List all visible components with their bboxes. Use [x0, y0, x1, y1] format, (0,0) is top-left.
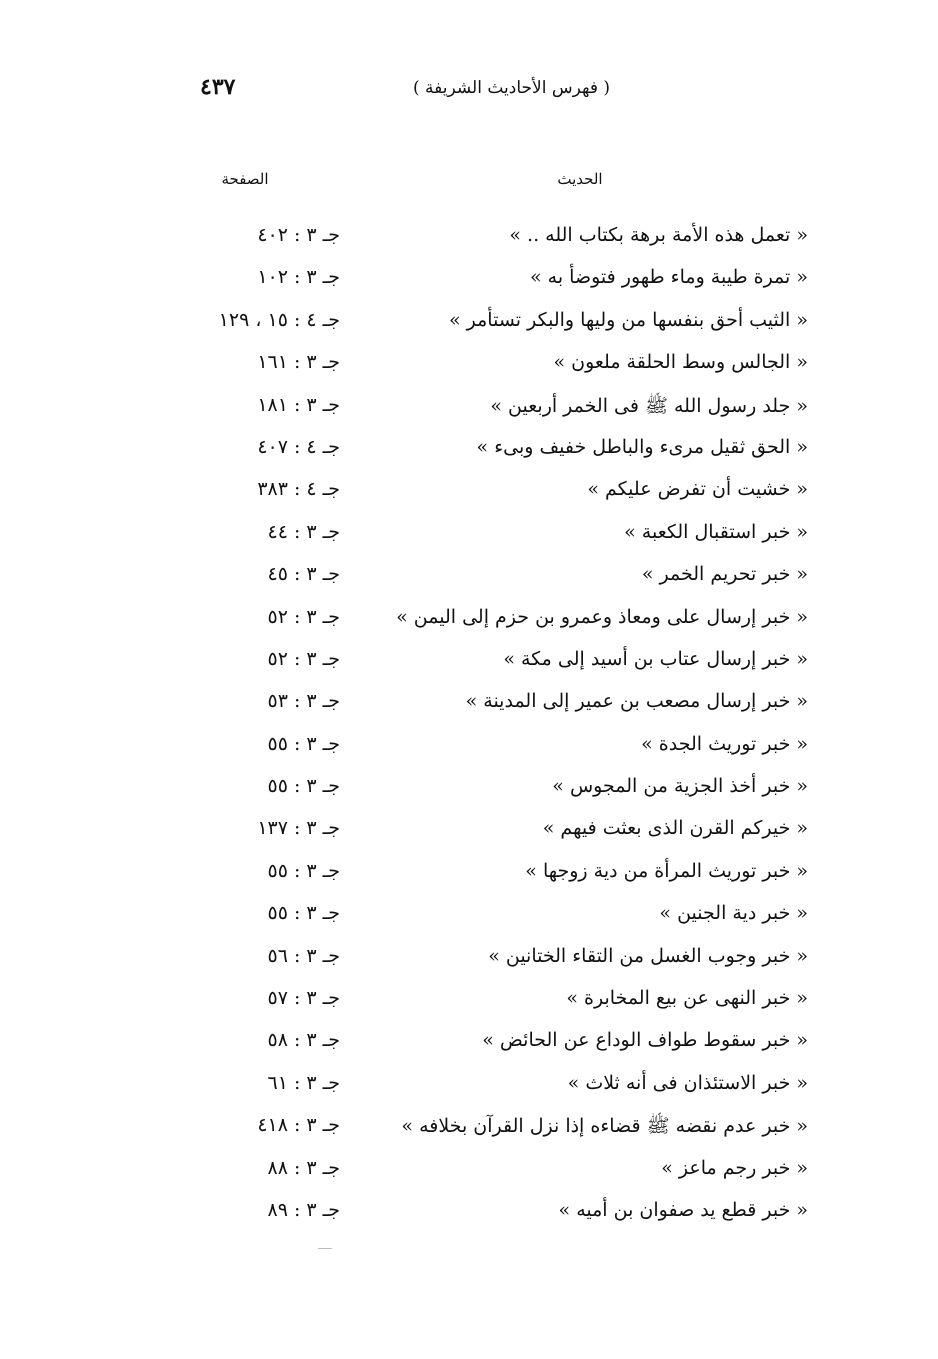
volume-page-ref: جـ ٣ : ٥٧	[267, 987, 340, 1010]
volume-page-ref: جـ ٣ : ٤٠٢	[257, 224, 340, 246]
index-entry	[0, 727, 938, 769]
index-entry	[0, 1023, 938, 1065]
hadith-text: « خبر إرسال مصعب بن عمير إلى المدينة »	[465, 690, 808, 713]
volume-page-ref: جـ ٣ : ٤٥	[267, 563, 340, 586]
index-entry	[0, 557, 938, 599]
hadith-text: « تمرة طيبة وماء طهور فتوضأ به »	[530, 266, 808, 289]
volume-page-ref: جـ ٣ : ٥٥	[267, 732, 340, 755]
hadith-text: « خبر الاستئذان فى أنه ثلاث »	[567, 1071, 808, 1094]
index-entry	[0, 260, 938, 302]
volume-page-ref: جـ ٣ : ١٣٧	[257, 817, 340, 840]
hadith-text: « خبر توريث المرأة من دية زوجها »	[525, 859, 808, 882]
page-title: ( فهرس الأحاديث الشريفة )	[413, 78, 610, 98]
hadith-text: « خبر توريث الجدة »	[641, 732, 808, 755]
index-entry	[0, 854, 938, 896]
index-entry	[0, 303, 938, 345]
index-entry	[0, 684, 938, 726]
hadith-text: « خبر إرسال عتاب بن أسيد إلى مكة »	[503, 647, 808, 670]
hadith-text: « خبر النهى عن بيع المخابرة »	[566, 987, 808, 1010]
hadith-text: « خبر وجوب الغسل من التقاء الختانين »	[488, 944, 808, 967]
bottom-mark	[318, 1248, 332, 1249]
index-entry	[0, 472, 938, 514]
index-entry	[0, 345, 938, 387]
index-entry	[0, 1151, 938, 1193]
hadith-text: « خشيت أن تفرض عليكم »	[587, 478, 808, 501]
column-header-page: الصفحة	[221, 170, 269, 188]
hadith-text: « الحق ثقيل مرىء والباطل خفيف وبىء »	[476, 435, 808, 458]
index-entry	[0, 1066, 938, 1108]
hadith-text: « خبر إرسال على ومعاذ وعمرو بن حزم إلى اليمن »	[396, 605, 808, 628]
volume-page-ref: جـ ٣ : ٦١	[267, 1071, 340, 1094]
index-entry	[0, 515, 938, 557]
hadith-text: « تعمل هذه الأمة برهة بكتاب الله .. »	[509, 224, 808, 246]
volume-page-ref: جـ ٣ : ٥٦	[267, 944, 340, 967]
index-entry	[0, 430, 938, 472]
page-header	[190, 74, 610, 108]
volume-page-ref: جـ ٣ : ٥٨	[267, 1029, 340, 1052]
volume-page-ref: جـ ٣ : ٨٨	[267, 1156, 340, 1179]
hadith-text: « خبر تحريم الخمر »	[641, 563, 808, 586]
volume-page-ref: جـ ٣ : ١٠٢	[257, 266, 340, 289]
index-entry	[0, 642, 938, 684]
index-entry	[0, 811, 938, 853]
volume-page-ref: جـ ٣ : ١٨١	[257, 393, 340, 416]
volume-page-ref: جـ ٣ : ٨٩	[267, 1198, 340, 1221]
column-headers	[0, 170, 938, 194]
index-entry	[0, 388, 938, 430]
volume-page-ref: جـ ٣ : ٤١٨	[257, 1114, 340, 1137]
index-entry	[0, 896, 938, 938]
hadith-text: « خبر قطع يد صفوان بن أميه »	[558, 1198, 808, 1221]
index-entry	[0, 981, 938, 1023]
hadith-text: « خبر سقوط طواف الوداع عن الحائض »	[482, 1029, 808, 1052]
hadith-text: « خبر استقبال الكعبة »	[624, 520, 808, 543]
index-entry	[0, 939, 938, 981]
index-entry	[0, 769, 938, 811]
volume-page-ref: جـ ٣ : ٥٥	[267, 775, 340, 798]
volume-page-ref: جـ ٣ : ٥٥	[267, 902, 340, 925]
hadith-text: « خبر عدم نقضه ﷺ قضاءه إذا نزل القرآن بخلافه »	[401, 1115, 808, 1138]
hadith-text: « خبر دية الجنين »	[659, 902, 808, 925]
volume-page-ref: جـ ٤ : ١٥ ، ١٢٩	[218, 308, 340, 331]
index-entry	[0, 218, 938, 260]
hadith-text: « خيركم القرن الذى بعثت فيهم »	[542, 817, 808, 840]
index-entry	[0, 1193, 938, 1235]
hadith-index-list	[0, 218, 938, 1235]
column-header-hadith: الحديث	[557, 170, 603, 188]
volume-page-ref: جـ ٣ : ٥٥	[267, 859, 340, 882]
hadith-text: « خبر أخذ الجزية من المجوس »	[552, 775, 808, 798]
index-entry	[0, 1108, 938, 1150]
hadith-text: « الجالس وسط الحلقة ملعون »	[553, 351, 808, 374]
volume-page-ref: جـ ٣ : ١٦١	[257, 351, 340, 374]
volume-page-ref: جـ ٣ : ٥٢	[267, 647, 340, 670]
hadith-text: « الثيب أحق بنفسها من وليها والبكر تستأمر »	[448, 308, 808, 331]
volume-page-ref: جـ ٣ : ٥٢	[267, 605, 340, 628]
hadith-text: « خبر رجم ماعز »	[661, 1156, 808, 1179]
page-number: ٤٣٧	[200, 74, 236, 100]
volume-page-ref: جـ ٣ : ٥٣	[267, 690, 340, 713]
index-entry	[0, 600, 938, 642]
volume-page-ref: جـ ٣ : ٤٤	[267, 520, 340, 543]
volume-page-ref: جـ ٤ : ٣٨٣	[257, 478, 340, 501]
hadith-text: « جلد رسول الله ﷺ فى الخمر أربعين »	[490, 394, 808, 417]
volume-page-ref: جـ ٤ : ٤٠٧	[257, 435, 340, 458]
